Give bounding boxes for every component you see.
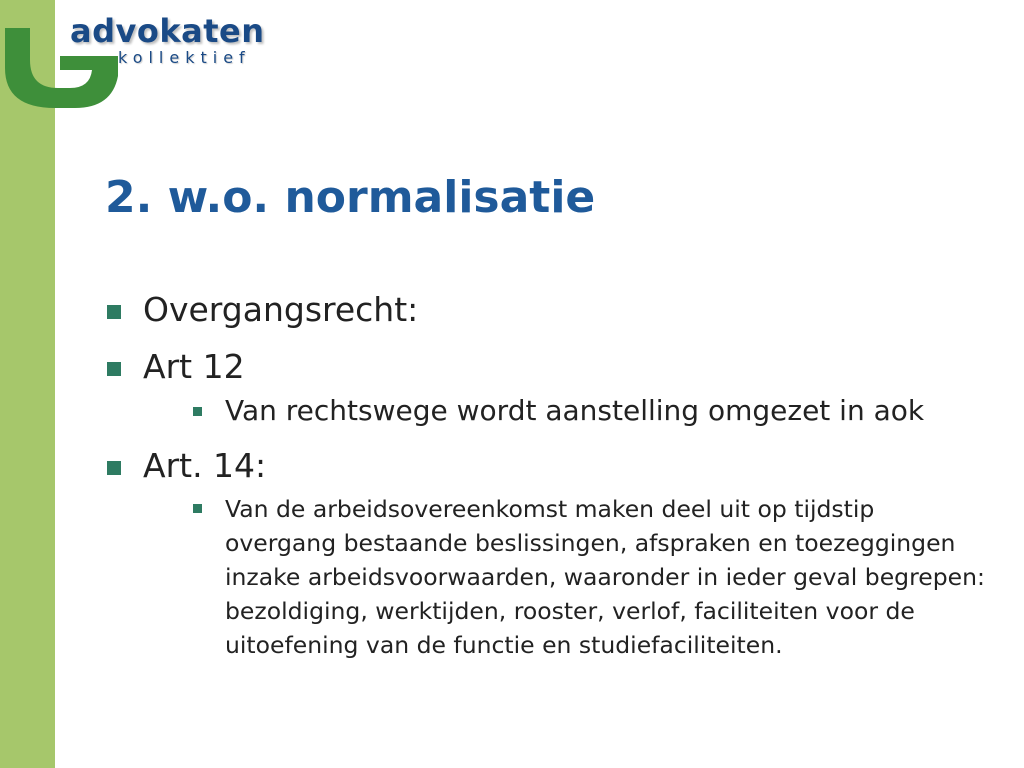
bullet-list [105, 290, 985, 679]
sub-bullet-item [181, 492, 985, 662]
bullet-text: Art 12 [143, 347, 245, 386]
sub-bullet-item [181, 393, 985, 429]
square-bullet-icon [107, 305, 121, 319]
bullet-text: Art. 14: [143, 446, 267, 485]
square-bullet-icon [107, 362, 121, 376]
bullet-item [105, 290, 985, 330]
sub-bullet-text: Van rechtswege wordt aanstelling omgezet in aok [225, 394, 925, 427]
sub-bullet-list [143, 492, 985, 662]
bullet-item [105, 446, 985, 662]
logo-wordmark: advokaten [70, 12, 265, 50]
small-square-bullet-icon [193, 407, 202, 416]
logo-subtitle: kollektief [118, 48, 251, 67]
slide-title: 2. w.o. normalisatie [105, 172, 596, 223]
small-square-bullet-icon [193, 504, 202, 513]
bullet-text: Overgangsrecht: [143, 290, 419, 329]
company-logo [0, 0, 290, 120]
sub-bullet-list [143, 393, 985, 429]
sub-bullet-text: Van de arbeidsovereenkomst maken deel uit op tijdstip overgang bestaande beslissingen, afspraken en toezeggingen inzake arbeidsvoorwaarden, waaronder in ieder geval begrepen: bezoldiging, werktijden, rooster, verlof, faciliteiten voor de uitoefening van de functie en studiefaciliteiten. [225, 495, 985, 659]
bullet-item [105, 347, 985, 429]
square-bullet-icon [107, 461, 121, 475]
